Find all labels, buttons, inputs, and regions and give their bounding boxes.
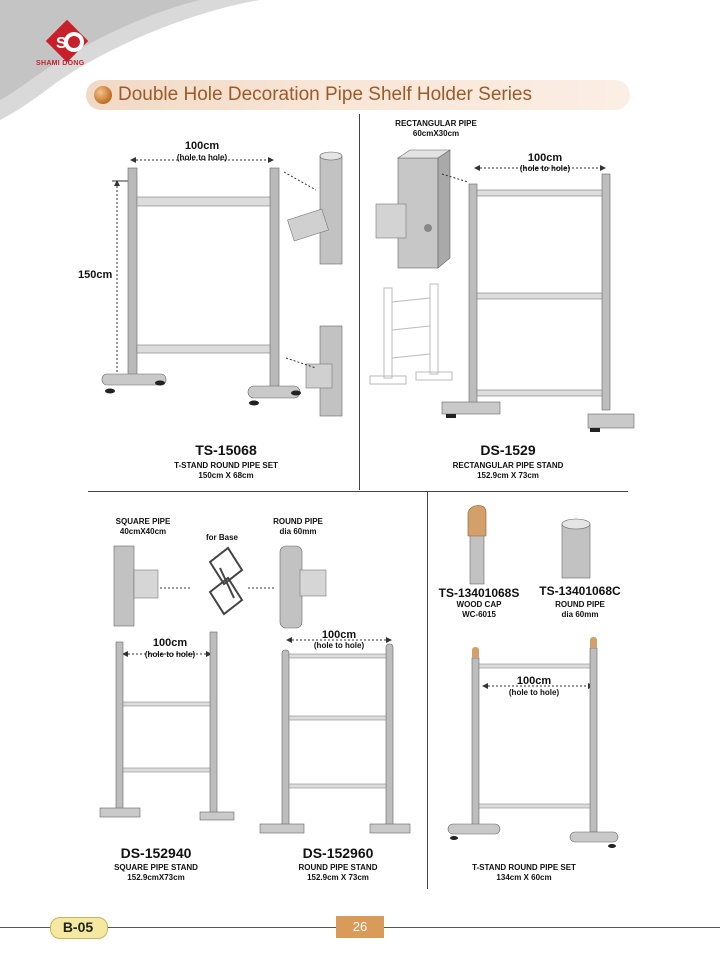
- for-base-label: for Base: [205, 533, 239, 542]
- round-pipe-label-line1: ROUND PIPE: [273, 517, 323, 526]
- page-number: 26: [352, 919, 368, 934]
- tstand134-description: T-STAND ROUND PIPE SET: [472, 863, 576, 872]
- ds152960-illustration: [256, 628, 416, 840]
- ts15068-model: TS-15068: [195, 442, 257, 458]
- ts13401068c-model: TS-13401068C: [539, 584, 621, 598]
- ds1529-width-note: (hole to hole): [519, 164, 571, 173]
- ts13401068s-line1: WOOD CAP: [456, 600, 502, 609]
- ds152940-model: DS-152940: [120, 845, 192, 861]
- tstand134-illustration: [442, 642, 622, 852]
- ts13401068c-line2: dia 60mm: [561, 610, 599, 619]
- ds1529-description: RECTANGULAR PIPE STAND: [452, 461, 564, 470]
- ts13401068c-line1: ROUND PIPE: [555, 600, 605, 609]
- ts15068-width-label: 100cm: [184, 140, 220, 152]
- pipe-details-illustration: [100, 540, 330, 630]
- svg-text:S: S: [56, 35, 67, 52]
- tstand134-size: 134cm X 60cm: [496, 873, 552, 882]
- ds152940-description: SQUARE PIPE STAND: [114, 863, 198, 872]
- ds152960-width-note: (hole to hole): [313, 641, 365, 650]
- ds1529-callout-line1: RECTANGULAR PIPE: [395, 119, 477, 128]
- ts15068-size: 150cm X 68cm: [198, 471, 254, 480]
- ds1529-model: DS-1529: [480, 442, 536, 458]
- ts15068-description: T-STAND ROUND PIPE SET: [174, 461, 278, 470]
- ds152960-width-label: 100cm: [321, 629, 357, 641]
- square-pipe-label-line1: SQUARE PIPE: [115, 517, 171, 526]
- wood-cap-illustration: [462, 500, 492, 586]
- ds1529-callout-line2: 60cmX30cm: [412, 129, 460, 138]
- divider-middle-horizontal: [88, 491, 628, 492]
- ds152960-model: DS-152960: [302, 845, 374, 861]
- banner-bullet-icon: [94, 86, 112, 104]
- ds1529-size: 152.9cm X 73cm: [477, 471, 539, 480]
- ds152960-size: 152.9cm X 73cm: [307, 873, 369, 882]
- ds152960-description: ROUND PIPE STAND: [298, 863, 378, 872]
- tstand134-width-label: 100cm: [516, 675, 552, 687]
- tstand134-width-note: (hole to hole): [508, 688, 560, 697]
- square-pipe-label-line2: 40cmX40cm: [119, 527, 167, 536]
- ds1529-width-label: 100cm: [527, 152, 563, 164]
- round-pipe-label-line2: dia 60mm: [279, 527, 317, 536]
- ts15068-illustration: [90, 150, 360, 420]
- ds152940-width-label: 100cm: [152, 637, 188, 649]
- brand-name: SHAMI DONG: [36, 60, 85, 67]
- ds152940-size: 152.9cmX73cm: [127, 873, 185, 882]
- ds152940-width-note: (hole to hole): [144, 650, 196, 659]
- divider-bottom-vertical: [427, 491, 428, 889]
- page-title: Double Hole Decoration Pipe Shelf Holder Series: [118, 84, 533, 105]
- ts13401068s-line2: WC-6015: [462, 610, 496, 619]
- ts15068-width-note: (hole to hole): [176, 153, 228, 162]
- ts13401068s-model: TS-13401068S: [438, 586, 520, 600]
- ds1529-illustration: [366, 140, 636, 440]
- section-label: B-05: [62, 919, 94, 935]
- ts15068-height-label: 150cm: [78, 269, 113, 281]
- round-pipe-cap-illustration: [556, 518, 596, 582]
